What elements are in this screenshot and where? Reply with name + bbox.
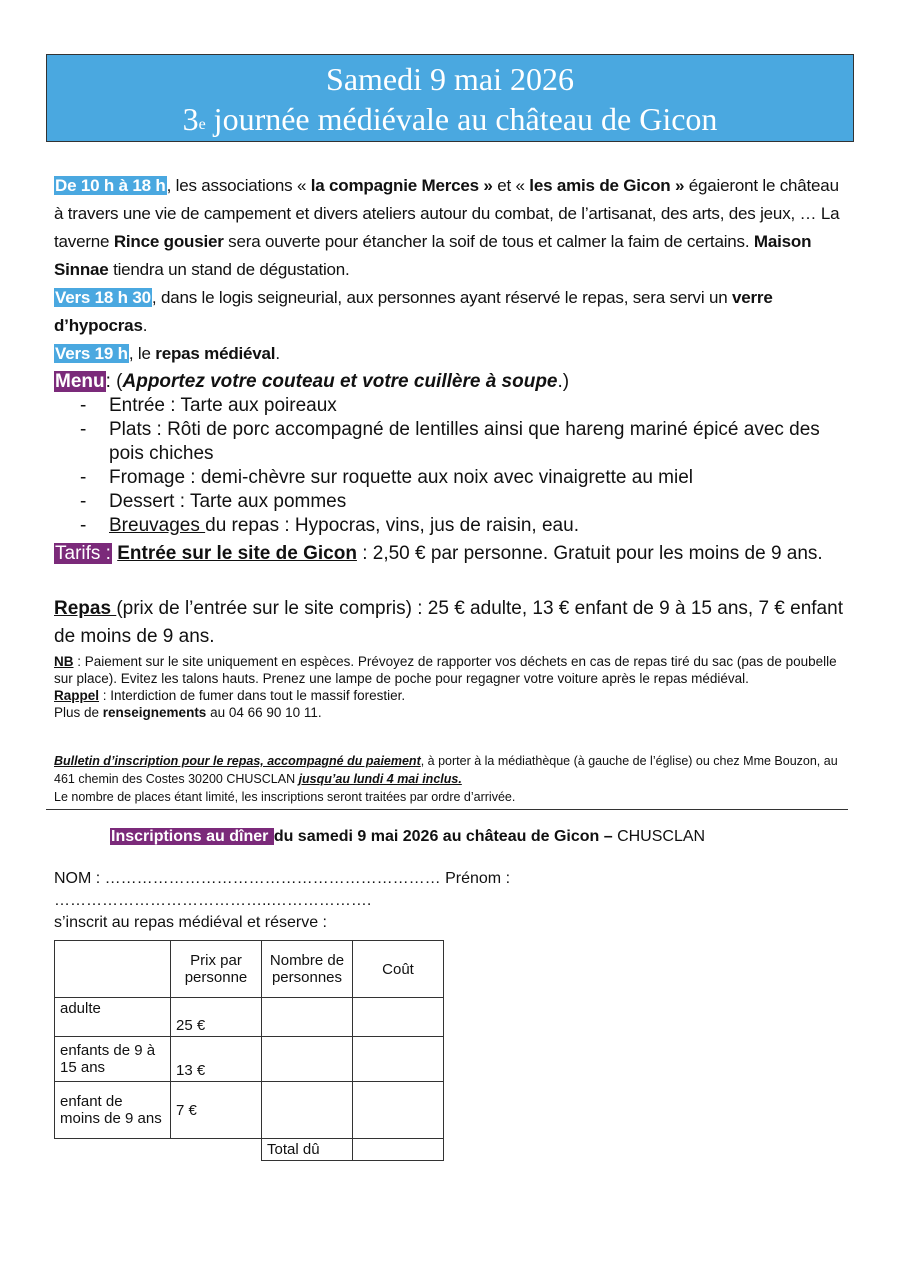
count-cell[interactable] (262, 1037, 353, 1082)
list-item: - Plats : Rôti de porc accompagné de lentilles ainsi que hareng mariné épicé avec des pois chiches (80, 418, 850, 466)
tarifs-meal: Repas (prix de l’entrée sur le site compris) : 25 € adulte, 13 € enfant de 9 à 15 ans, 7 € enfant de moins de 9 ans. (54, 598, 843, 647)
bulletin-info: Bulletin d’inscription pour le repas, accompagné du paiement, à porter à la médiathèque (à gauche de l’église) ou chez Mme Bouzon, au 461 chemin des Costes 30200 CHUSCLAN jusqu’au lundi 4 mai inclus. Le nombre de places étant limité, les inscriptions seront traitées par ordre d’arrivée. (54, 754, 838, 804)
name-field[interactable]: NOM : ……………………………………………………… Prénom : (54, 870, 511, 887)
table-total-row (55, 1139, 444, 1161)
cost-cell[interactable] (353, 998, 444, 1037)
price-table (54, 940, 444, 1161)
menu-heading: Menu: (Apportez votre couteau et votre cuillère à soupe.) (55, 371, 570, 392)
title-date: Samedi 9 mai 2026 (326, 61, 574, 97)
menu-list (80, 394, 850, 538)
cost-cell[interactable] (353, 1037, 444, 1082)
total-cell[interactable] (353, 1139, 444, 1161)
table-row: enfants de 9 à 15 ans 13 € (55, 1037, 444, 1082)
list-item: - Breuvages du repas : Hypocras, vins, jus de raisin, eau. (80, 514, 850, 538)
time-badge: Vers 18 h 30 (55, 288, 151, 307)
list-item: - Fromage : demi-chèvre sur roquette aux noix avec vinaigrette au miel (80, 466, 850, 490)
tarifs-entry: Tarifs : Entrée sur le site de Gicon : 2,50 € par personne. Gratuit pour les moins de 9 ans. (55, 543, 823, 564)
count-cell[interactable] (262, 998, 353, 1037)
title-event: 3e journée médiévale au château de Gicon (182, 101, 718, 137)
list-item: - Dessert : Tarte aux pommes (80, 490, 850, 514)
divider (46, 809, 848, 810)
table-row: adulte 25 € (55, 998, 444, 1037)
tarifs-label: Tarifs : (55, 543, 111, 564)
title-banner (46, 54, 854, 142)
total-label: Total dû (262, 1139, 353, 1161)
inscription-label: Inscriptions au dîner (111, 828, 273, 845)
count-cell[interactable] (262, 1082, 353, 1139)
time-badge: De 10 h à 18 h (55, 176, 166, 195)
inscription-heading: Inscriptions au dîner du samedi 9 mai 2026 au château de Gicon – CHUSCLAN (111, 828, 706, 845)
firstname-field[interactable]: …………………………………..………………. (54, 892, 372, 909)
list-item: - Entrée : Tarte aux poireaux (80, 394, 850, 418)
table-header-row: Prix par personne Nombre de personnes Coût (55, 941, 444, 998)
notes: NB : Paiement sur le site uniquement en espèces. Prévoyez de rapporter vos déchets en cas de repas tiré du sac (pas de poubelle sur place). Evitez les talons hauts. Prenez une lampe de poche pour regagner votre voiture après le repas médiéval. Rappel : Interdiction de fumer dans tout le massif forestier. Plus de renseignements au 04 66 90 10 11. (54, 654, 837, 720)
time-badge: Vers 19 h (55, 344, 128, 363)
cost-cell[interactable] (353, 1082, 444, 1139)
program-paragraph: De 10 h à 18 h, les associations « la compagnie Merces » et « les amis de Gicon » égaieront le château à travers une vie de campement et divers ateliers autour du combat, de l’artisanat, des arts, des jeux, … La taverne Rince gousier sera ouverte pour étancher la soif de tous et calmer la faim de certains. Maison Sinnae tiendra un stand de dégustation. Vers 18 h 30, dans le logis seigneurial, aux personnes ayant réservé le repas, sera servi un verre d’hypocras. Vers 19 h, le repas médiéval. (54, 176, 840, 363)
table-row: enfant de moins de 9 ans 7 € (55, 1082, 444, 1139)
reserve-text: s’inscrit au repas médiéval et réserve : (54, 914, 327, 931)
registration-form (54, 868, 854, 934)
menu-label: Menu (55, 371, 105, 392)
